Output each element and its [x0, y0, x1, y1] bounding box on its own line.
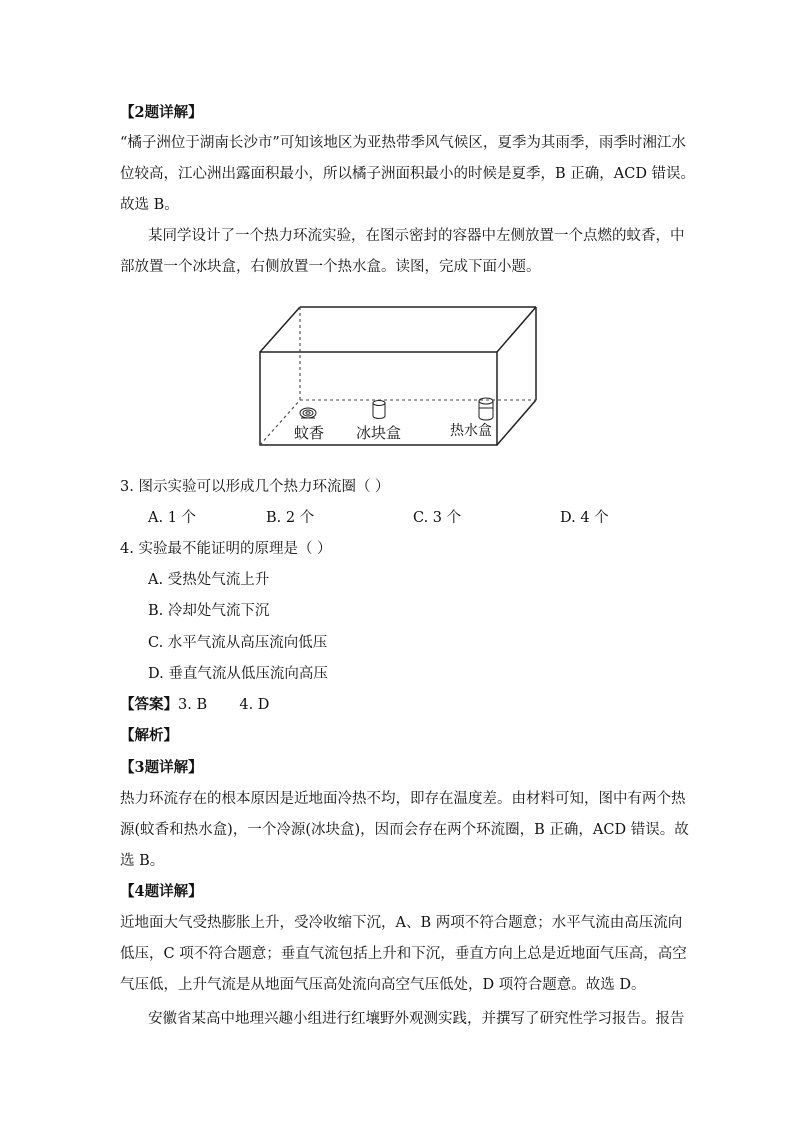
- q3-detail-line-3: 选 B。: [120, 853, 165, 869]
- q3-detail-heading: 【3题详解】: [120, 759, 203, 776]
- answer-label: 【答案】: [120, 696, 178, 713]
- q4-option-a: A. 受热处气流上升: [148, 572, 270, 588]
- q4-detail-heading: 【4题详解】: [120, 883, 203, 900]
- box-bottom-right-edge: [497, 400, 536, 445]
- q4-option-b: B. 冷却处气流下沉: [148, 603, 270, 619]
- intro-line-2: 部放置一个冰块盒，右侧放置一个热水盒。读图，完成下面小题。: [120, 259, 541, 275]
- answer-line: [120, 695, 269, 715]
- q3-option-d: D. 4 个: [560, 510, 609, 526]
- q3-option-c: C. 3 个: [413, 510, 462, 526]
- q4-option-c: C. 水平气流从高压流向低压: [148, 635, 328, 651]
- hot-water-box-icon: [479, 398, 493, 420]
- q3-stem: 3. 图示实验可以形成几个热力环流圈（ ）: [120, 479, 390, 495]
- answer-text: 3. B 4. D: [178, 697, 270, 713]
- ice-box-icon: [373, 401, 385, 419]
- label-ice-box: 冰块盒: [356, 424, 402, 442]
- q4-detail-line-2: 低压，C 项不符合题意；垂直气流包括上升和下沉，垂直方向上总是近地面气压高，高空: [120, 946, 687, 962]
- q3-option-a: A. 1 个: [148, 510, 197, 526]
- box-top-left-edge: [260, 307, 300, 352]
- mosquito-coil-icon: [300, 408, 316, 418]
- q2-detail-line-1: “橘子洲位于湖南长沙市”可知该地区为亚热带季风气候区，夏季为其雨季，雨季时湘江水: [120, 135, 686, 151]
- label-hot-water-box: 热水盒: [450, 423, 492, 439]
- q2-detail-line-3: 故选 B。: [120, 197, 179, 213]
- experiment-figure: [250, 300, 550, 450]
- q4-detail-line-1: 近地面大气受热膨胀上升，受冷收缩下沉，A、B 两项不符合题意；水平气流由高压流向: [120, 915, 683, 931]
- q4-option-d: D. 垂直气流从低压流向高压: [148, 666, 328, 682]
- q4-stem: 4. 实验最不能证明的原理是（ ）: [120, 541, 332, 557]
- q3-detail-line-2: 源(蚊香和热水盒)，一个冷源(冰块盒)，因而会存在两个环流圈，B 正确，ACD 错误。故: [120, 822, 689, 838]
- box-top-right-edge: [497, 307, 536, 352]
- q2-detail-heading: 【2题详解】: [120, 104, 203, 121]
- q4-detail-line-3: 气压低，上升气流是从地面气压高处流向高空气压低处，D 项符合题意。故选 D。: [120, 977, 646, 993]
- q3-detail-line-1: 热力环流存在的根本原因是近地面冷热不均，即存在温度差。由材料可知，图中有两个热: [120, 791, 686, 807]
- next-intro-line: 安徽省某高中地理兴趣小组进行红壤野外观测实践，并撰写了研究性学习报告。报告: [148, 1011, 685, 1027]
- label-mosquito-coil: 蚊香: [294, 424, 325, 442]
- analysis-heading: 【解析】: [120, 727, 178, 744]
- q2-detail-line-2: 位较高，江心洲出露面积最小，所以橘子洲面积最小的时候是夏季，B 正确，ACD 错误。: [120, 166, 696, 182]
- intro-line-1: 某同学设计了一个热力环流实验，在图示密封的容器中左侧放置一个点燃的蚊香，中: [148, 228, 685, 244]
- q3-option-b: B. 2 个: [266, 510, 315, 526]
